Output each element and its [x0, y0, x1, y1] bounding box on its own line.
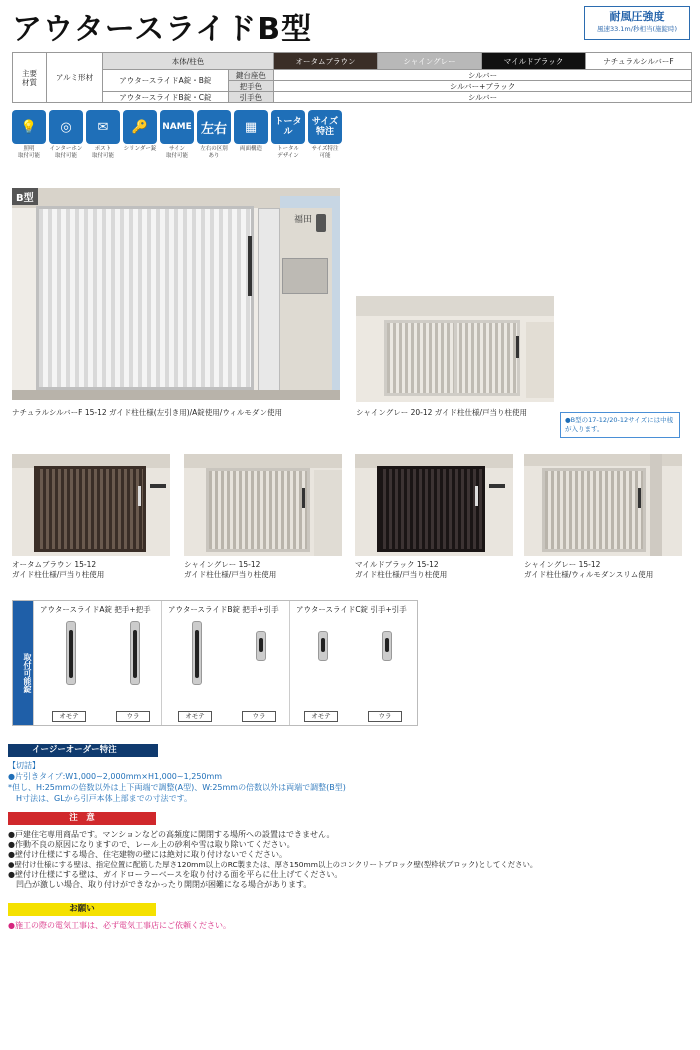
nameplate-icon: NAME: [160, 110, 194, 144]
spec-table: [12, 52, 692, 103]
shine-grey-15-caption: シャイングレー 15-12 ガイド柱仕様/戸当り柱使用: [184, 560, 277, 579]
face-back-a: ウラ: [116, 711, 150, 722]
feature-post: ✉ ポスト 取付可能: [86, 110, 120, 160]
feature-icons: [12, 110, 342, 160]
caution-line: ●壁付け仕様にする壁は、ガイドローラーベースを取り付ける面を平らに仕上げてください。: [8, 870, 343, 879]
caution-line: ●壁付け仕様にする壁は、指定位置に配筋した厚さ120mm以上のRC製または、厚さ150mm以上のコンクリートブロック壁(型枠状ブロック)としてください。: [8, 860, 538, 869]
value-key-base: シルバー: [274, 70, 692, 81]
easy-order-subhead: 【切詰】: [8, 761, 40, 770]
gate-slats: [36, 206, 254, 390]
lock-group-c: アウタースライドC錠 引手+引手 オモテ ウラ: [289, 601, 417, 725]
key-icon: 🔑: [123, 110, 157, 144]
feature-left-right: 左右 左右の区別 あり: [197, 110, 231, 160]
nameplate: 福田: [294, 215, 313, 225]
value-handle: シルバー+ブラック: [274, 81, 692, 92]
mailbox-icon: [282, 258, 328, 294]
part-handle: 把手色: [228, 81, 273, 92]
page-title: アウタースライドB型: [12, 12, 313, 47]
lock-group-a: アウタースライドA錠 把手+把手 オモテ ウラ: [33, 601, 161, 725]
color-natural-silver: ナチュラルシルバーF: [586, 53, 692, 70]
handle-a-back: [130, 621, 140, 685]
feature-total: トータル トータル デザイン: [271, 110, 305, 160]
intercom-icon: ◎: [49, 110, 83, 144]
part-key-base: 鍵台座色: [228, 70, 273, 81]
autumn-brown-caption: オータムブラウン 15-12 ガイド柱仕様/戸当り柱使用: [12, 560, 105, 579]
feature-cylinder: 🔑 シリンダー錠: [123, 110, 157, 160]
main-photo-caption: ナチュラルシルバーF 15-12 ガイド柱仕様(左引き用)/A錠使用/ウィルモダン使用: [12, 408, 282, 417]
easy-order-line: H寸法は、GLから引戸本体上部までの寸法です。: [8, 794, 193, 803]
face-front-c: オモテ: [304, 711, 338, 722]
mild-black-photo: [355, 454, 513, 556]
pull-c-front: [318, 631, 328, 661]
body-color-label: 本体/柱色: [103, 53, 274, 70]
left-right-icon: 左右: [197, 110, 231, 144]
part-pull: 引手色: [228, 92, 273, 103]
lock-type-bc: アウタースライドB錠・C錠: [103, 92, 229, 103]
lock-type-ab: アウタースライドA錠・B錠: [103, 70, 229, 92]
lock-options-label: 取付可能錠: [13, 601, 33, 725]
feature-sign: NAME サイン 取付可能: [160, 110, 194, 160]
caution-line: ●作動不良の原因になりますので、レール上の砂利や雪は取り除いてください。: [8, 840, 295, 849]
feature-size: サイズ 特注 サイズ特注 可能: [308, 110, 342, 160]
mild-black-caption: マイルドブラック 15-12 ガイド柱仕様/戸当り柱使用: [355, 560, 448, 579]
shine-grey-slim-caption: シャイングレー 15-12 ガイド柱仕様/ウィルモダンスリム使用: [524, 560, 654, 579]
intercom-icon: [316, 214, 326, 232]
crossbar-note: ●B型の17-12/20-12サイズには中桟が入ります。: [560, 412, 680, 438]
lock-options-panel: [12, 600, 418, 726]
main-gate-photo: [12, 188, 340, 400]
material-value: アルミ形材: [47, 53, 103, 103]
color-autumn-brown: オータムブラウン: [274, 53, 378, 70]
value-pull: シルバー: [274, 92, 692, 103]
color-shine-grey: シャイングレー: [378, 53, 482, 70]
b-type-tag: B型: [12, 188, 38, 205]
face-front-b: オモテ: [178, 711, 212, 722]
wind-strength-value: 風速33.1m/秒相当(施錠時): [596, 25, 678, 33]
easy-order-heading: イージーオーダー特注: [8, 744, 158, 757]
material-label: 主要 材質: [13, 53, 47, 103]
mailbox-icon: ✉: [86, 110, 120, 144]
caution-line: ●壁付け仕様にする場合、住宅建物の壁には絶対に取り付けないでください。: [8, 850, 287, 859]
caution-heading: 注 意: [8, 812, 156, 825]
caution-line: ●戸建住宅専用商品です。マンションなどの高頻度に開閉する場所への設置はできません。: [8, 830, 335, 839]
face-front-a: オモテ: [52, 711, 86, 722]
handle-a-front: [66, 621, 76, 685]
feature-double-sided: ▦ 両面構造: [234, 110, 268, 160]
wind-strength-box: [584, 6, 690, 40]
pull-c-back: [382, 631, 392, 661]
feature-intercom: ◎ インターホン 取付可能: [49, 110, 83, 160]
size-custom-icon: サイズ 特注: [308, 110, 342, 144]
lock-group-b: アウタースライドB錠 把手+引手 オモテ ウラ: [161, 601, 289, 725]
feature-light: 💡 照明 取付可能: [12, 110, 46, 160]
color-mild-black: マイルドブラック: [482, 53, 586, 70]
double-sided-icon: ▦: [234, 110, 268, 144]
shine-grey-20-caption: シャイングレー 20-12 ガイド柱仕様/戸当り柱使用: [356, 408, 528, 417]
face-back-b: ウラ: [242, 711, 276, 722]
light-icon: 💡: [12, 110, 46, 144]
request-heading: お願い: [8, 903, 156, 916]
caution-line: 凹凸が激しい場合、取り付けができなかったり開閉が困難になる場合があります。: [8, 880, 312, 889]
shine-grey-20-photo: [356, 296, 554, 402]
shine-grey-15-photo: [184, 454, 342, 556]
face-back-c: ウラ: [368, 711, 402, 722]
easy-order-line: ●片引きタイプ:W1,000~2,000mm×H1,000~1,250mm: [8, 772, 223, 781]
pull-b-back: [256, 631, 266, 661]
handle-b-front: [192, 621, 202, 685]
easy-order-line: *但し、H:25mmの倍数以外は上下両端で調整(A型)、W:25mmの倍数以外は両端で調整(B型): [8, 783, 346, 792]
wind-strength-title: 耐風圧強度: [609, 10, 665, 23]
autumn-brown-photo: [12, 454, 170, 556]
shine-grey-slim-photo: [524, 454, 682, 556]
request-line: ●施工の際の電気工事は、必ず電気工事店にご依頼ください。: [8, 921, 231, 930]
total-design-icon: トータル: [271, 110, 305, 144]
